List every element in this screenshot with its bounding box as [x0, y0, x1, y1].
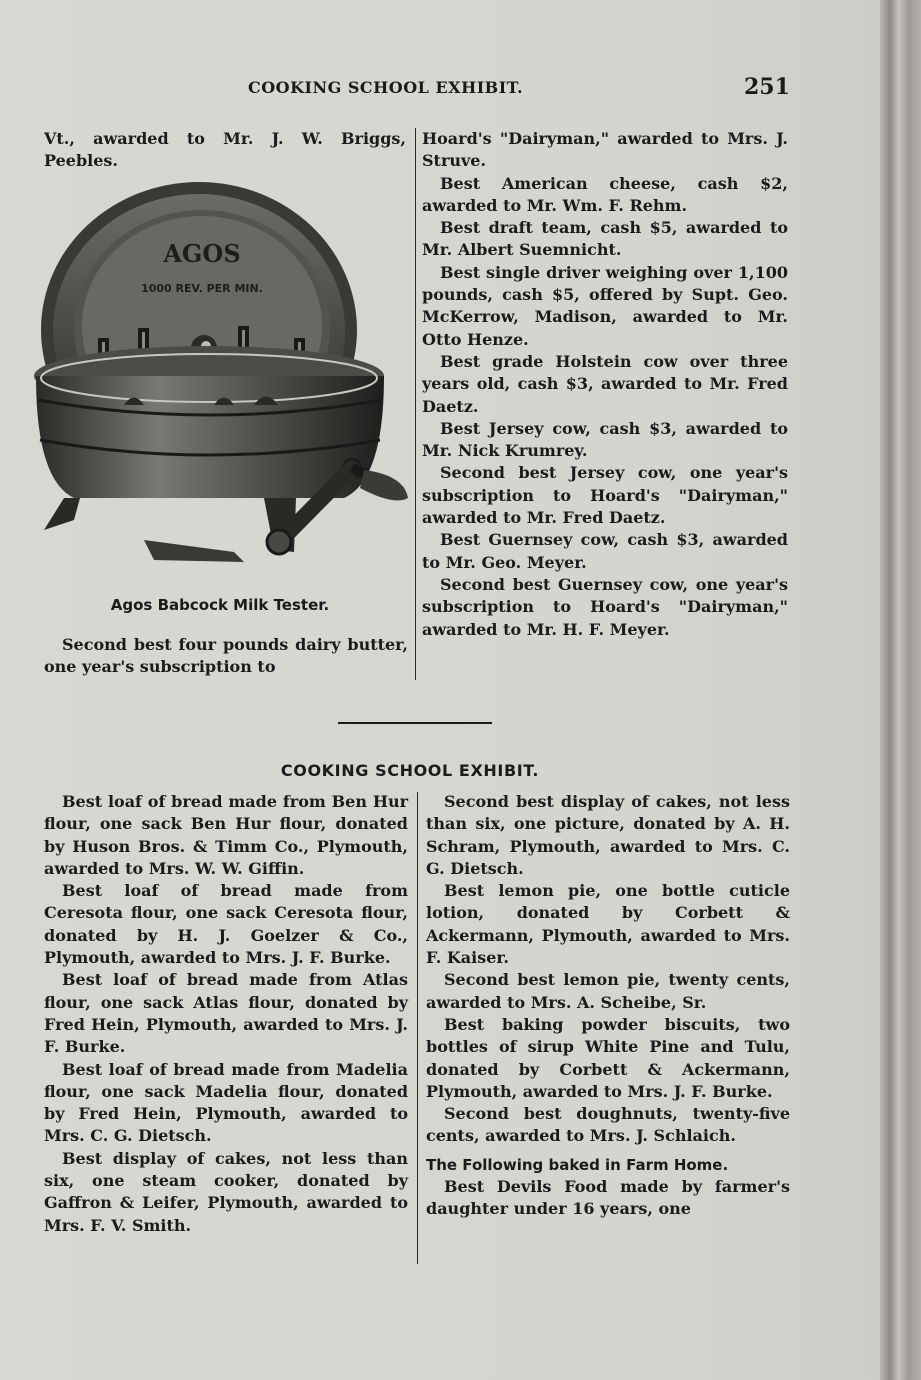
- section-divider-rule: [338, 722, 492, 724]
- paragraph: Hoard's "Dairyman," awarded to Mrs. J. Struve.: [422, 129, 788, 171]
- running-title: COOKING SCHOOL EXHIBIT.: [248, 78, 524, 97]
- paragraph: Second best Jersey cow, one year's subscription to Hoard's "Dairyman," awarded to Mr. Fred Daetz.: [422, 463, 788, 528]
- paragraph: Best loaf of bread made from Ceresota flour, one sack Ceresota flour, donated by H. J. Goelzer & Co., Plymouth, awarded to Mrs. J. F. Burke.: [44, 881, 408, 968]
- bottom-left-column: [44, 791, 408, 1237]
- paragraph: Best baking powder biscuits, two bottles of sirup White Pine and Tulu, donated by Corbett & Ackermann, Plymouth, awarded to Mrs. J. F. Burke.: [426, 1014, 790, 1101]
- section-title: COOKING SCHOOL EXHIBIT.: [280, 761, 540, 780]
- top-right-column: [422, 128, 788, 641]
- book-binding-edge: [880, 0, 921, 1380]
- paragraph: Best Guernsey cow, cash $3, awarded to Mr. Geo. Meyer.: [422, 530, 788, 572]
- paragraph: Best display of cakes, not less than six, one steam cooker, donated by Gaffron & Leifer, Plymouth, awarded to Mrs. F. V. Smith.: [44, 1148, 408, 1235]
- paragraph: Best draft team, cash $5, awarded to Mr. Albert Suemnicht.: [422, 218, 788, 260]
- paragraph: Second best four pounds dairy butter, one year's subscription to: [44, 635, 408, 677]
- paragraph: Best lemon pie, one bottle cuticle lotion, donated by Corbett & Ackermann, Plymouth, awarded to Mrs. F. Kaiser.: [426, 881, 790, 968]
- plate-speed-text: 1000 REV. PER MIN.: [141, 282, 263, 295]
- bottom-right-column: [426, 791, 790, 1221]
- paragraph: Best loaf of bread made from Atlas flour, one sack Atlas flour, donated by Fred Hein, Plymouth, awarded to Mrs. J. F. Burke.: [44, 970, 408, 1057]
- paragraph: Second best Guernsey cow, one year's subscription to Hoard's "Dairyman," awarded to Mr. H. F. Meyer.: [422, 574, 788, 639]
- bottom-column-divider: [417, 792, 418, 1264]
- running-header: [0, 74, 880, 104]
- paragraph: Best loaf of bread made from Ben Hur flour, one sack Ben Hur flour, donated by Huson Bros. & Timm Co., Plymouth, awarded to Mrs. W. W. Giffin.: [44, 792, 408, 878]
- paragraph: Best Jersey cow, cash $3, awarded to Mr. Nick Krumrey.: [422, 418, 788, 461]
- top-left-column-lower: [44, 634, 408, 679]
- figure-caption: Agos Babcock Milk Tester.: [110, 596, 330, 614]
- milk-tester-drawing: [34, 180, 412, 580]
- paragraph: Best single driver weighing over 1,100 pounds, cash $5, offered by Supt. Geo. McKerrow, Madison, awarded to Mr. Otto Henze.: [422, 262, 788, 349]
- paragraph: Second best lemon pie, twenty cents, awarded to Mrs. A. Scheibe, Sr.: [426, 970, 790, 1012]
- paragraph: Best American cheese, cash $2, awarded to Mr. Wm. F. Rehm.: [422, 173, 788, 215]
- paragraph: Best grade Holstein cow over three years old, cash $3, awarded to Mr. Fred Daetz.: [422, 351, 788, 416]
- page-number: 251: [744, 74, 790, 100]
- top-column-divider: [415, 128, 416, 680]
- farm-home-heading: The Following baked in Farm Home.: [426, 1155, 729, 1174]
- milk-tester-illustration: [34, 180, 412, 580]
- top-left-column-upper: [44, 128, 406, 173]
- paragraph: Best Devils Food made by farmer's daughter under 16 years, one: [426, 1177, 790, 1219]
- paragraph: Second best doughnuts, twenty-five cents, awarded to Mrs. J. Schlaich.: [426, 1104, 790, 1146]
- paragraph: Best loaf of bread made from Madelia flour, one sack Madelia flour, donated by Fred Hein, Plymouth, awarded to Mrs. C. G. Dietsch.: [44, 1059, 408, 1146]
- paragraph: Vt., awarded to Mr. J. W. Briggs, Peebles.: [44, 129, 406, 171]
- paragraph: Second best display of cakes, not less than six, one picture, donated by A. H. Schram, Plymouth, awarded to Mrs. C. G. Dietsch.: [426, 792, 790, 878]
- plate-brand-text: AGOS: [163, 239, 241, 268]
